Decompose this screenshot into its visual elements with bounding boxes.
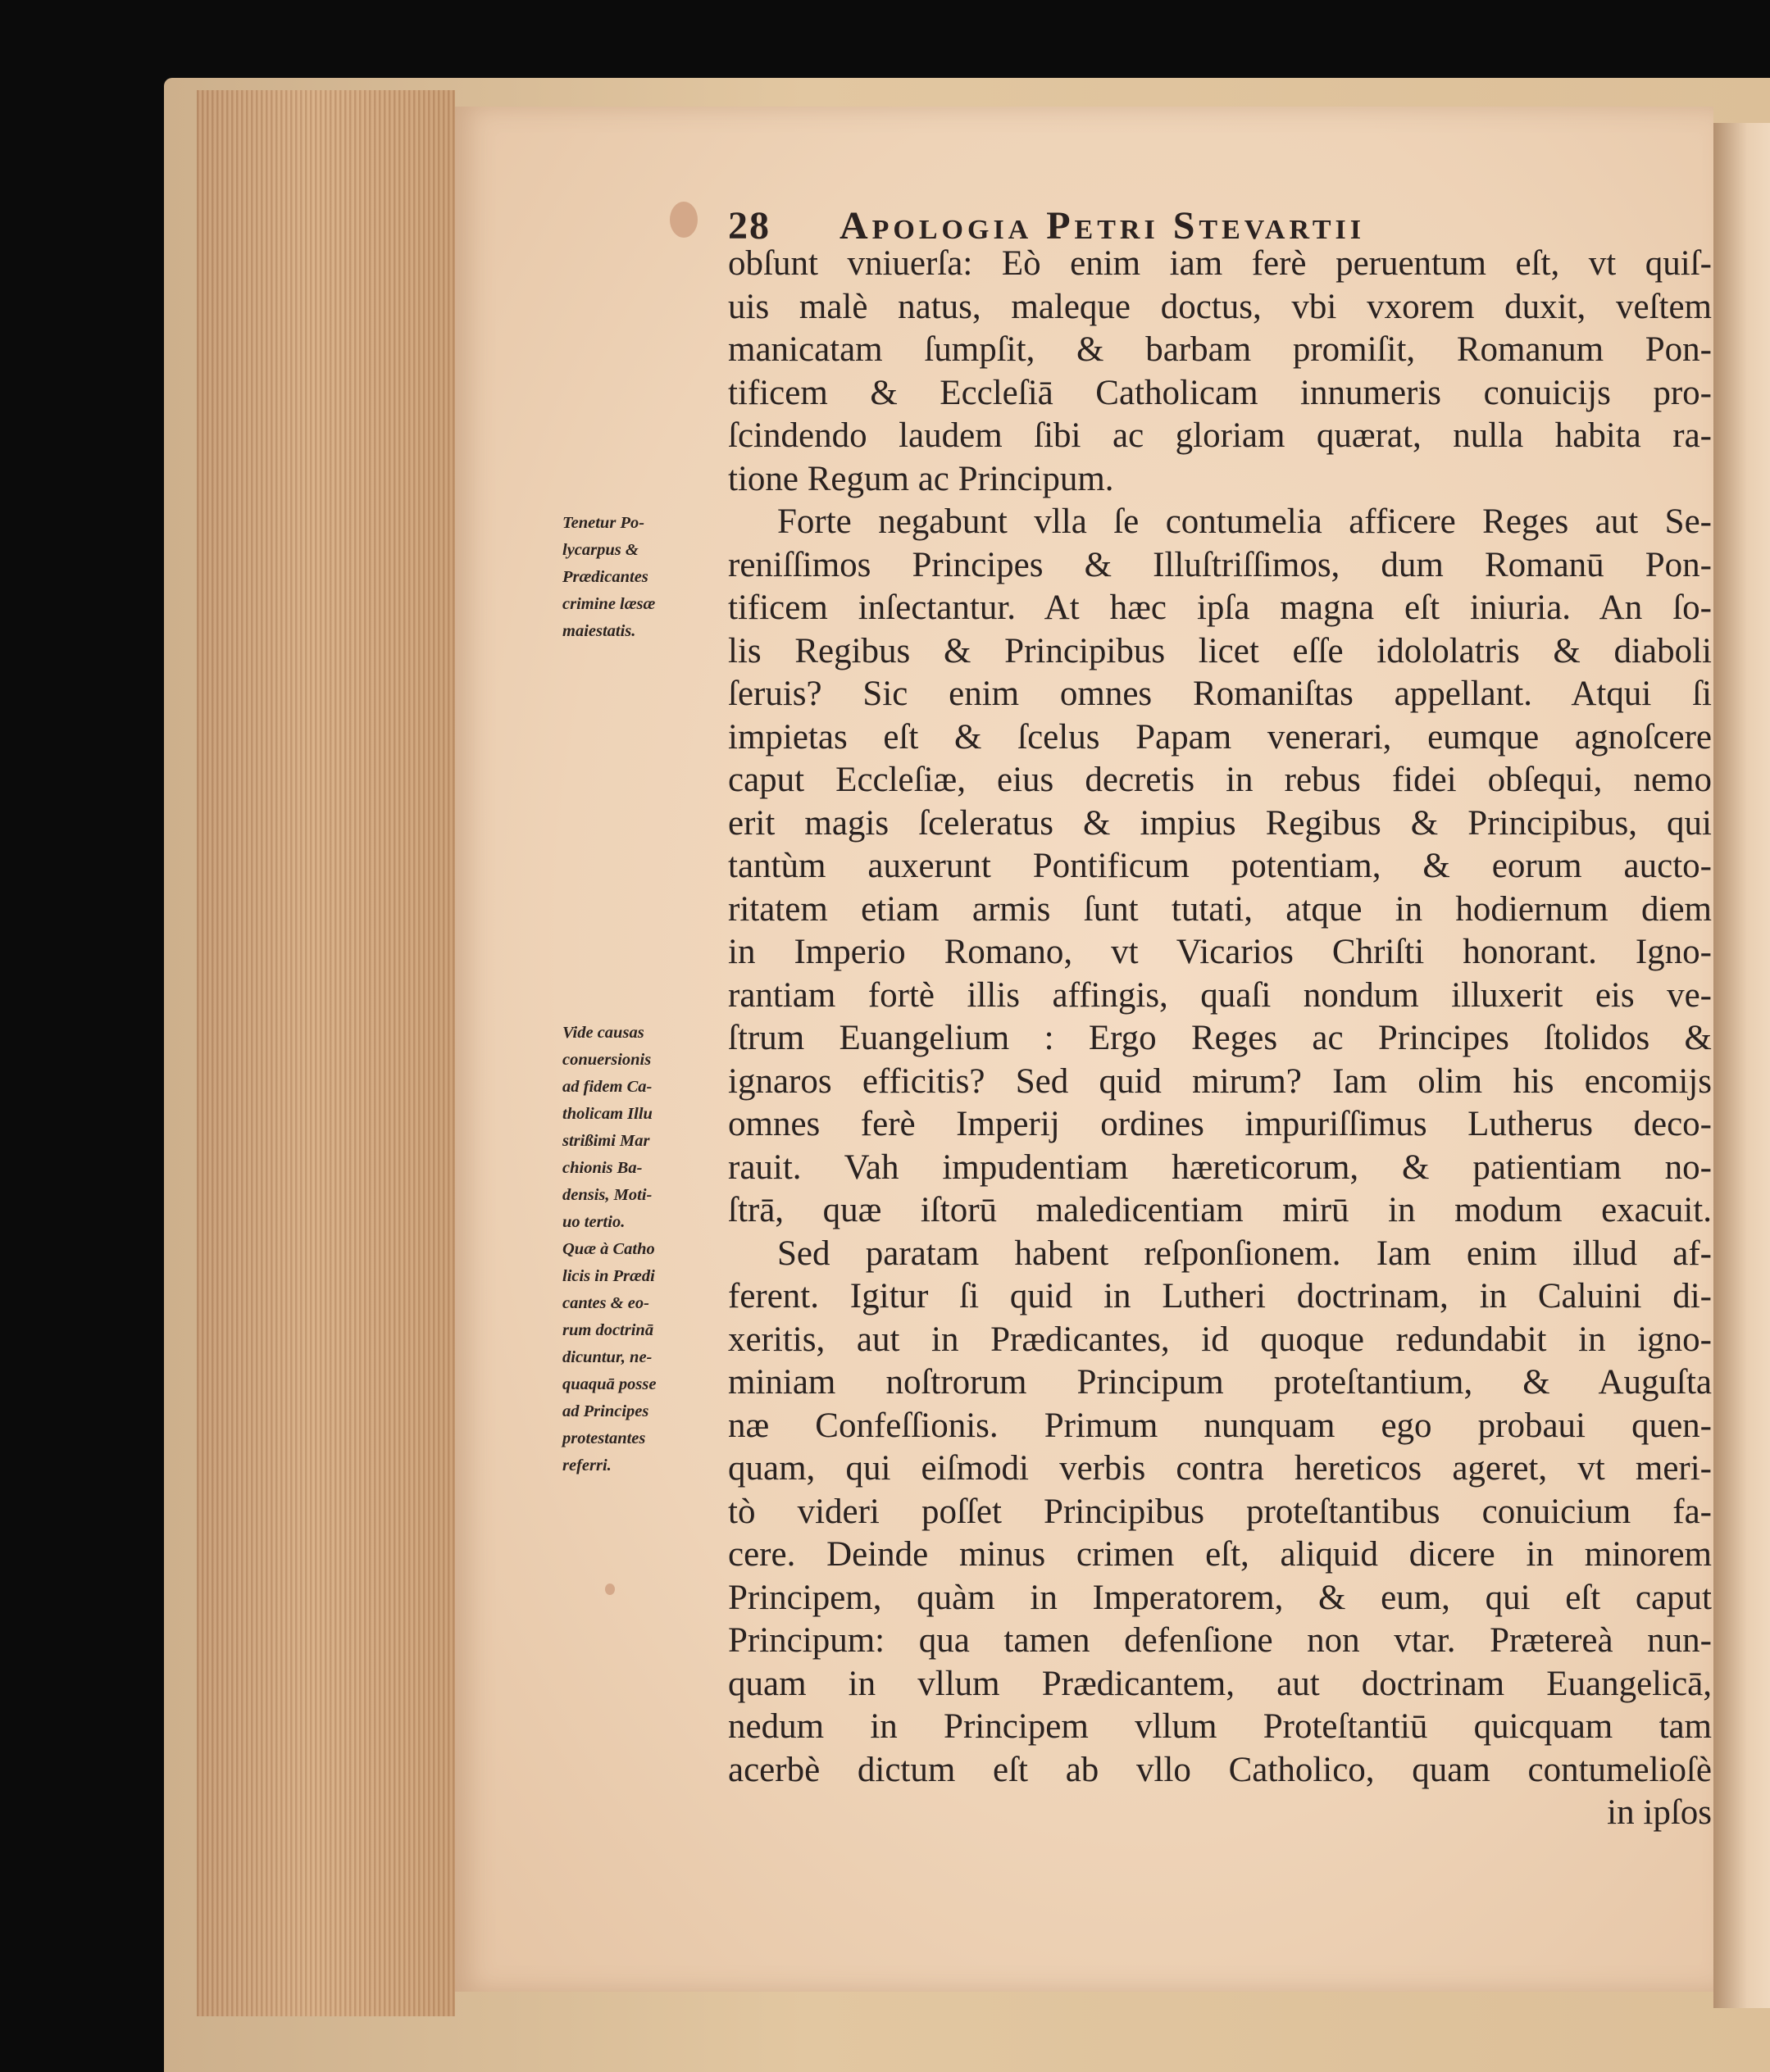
text-line: ſtrā, quæ iſtorū maledicentiam mirū in modum exacuit. bbox=[728, 1191, 1712, 1229]
text-line: omnes ferè Imperij ordines impuriſſimus Lutherus deco- bbox=[728, 1105, 1712, 1143]
text-line: Principum: qua tamen defenſione non vtar. Prætereà nun- bbox=[728, 1621, 1712, 1660]
margin-note-line: ad fidem Ca- bbox=[562, 1078, 653, 1096]
margin-note-line: cantes & eo- bbox=[562, 1294, 649, 1312]
margin-note-line: Tenetur Po- bbox=[562, 514, 645, 532]
margin-note-line: quaquā posse bbox=[562, 1375, 657, 1393]
margin-note-line: Prædicantes bbox=[562, 568, 648, 586]
page-stack-edge bbox=[197, 90, 455, 2016]
text-line: rauit. Vah impudentiam hæreticorum, & patientiam no- bbox=[728, 1147, 1712, 1187]
text-line: ritatem etiam armis ſunt tutati, atque in hodiernum diem bbox=[728, 889, 1712, 929]
text-line: tificem inſectantur. At hæc ipſa magna eſt iniuria. An ſo- bbox=[728, 588, 1712, 627]
text-line: quam, qui eiſmodi verbis contra hereticos ageret, vt meri- bbox=[728, 1449, 1712, 1488]
text-line: tò videri poſſet Principibus proteſtantibus conuicium fa- bbox=[728, 1492, 1712, 1531]
ink-stain bbox=[605, 1584, 615, 1595]
margin-note bbox=[562, 510, 715, 645]
margin-note-line: licis in Prædi bbox=[562, 1267, 655, 1285]
text-line: næ Confeſſionis. Primum nunquam ego probaui quen- bbox=[728, 1406, 1712, 1445]
text-line: ſcindendo laudem ſibi ac gloriam quærat, nulla habita ra- bbox=[728, 416, 1712, 455]
margin-note-line: maiestatis. bbox=[562, 622, 636, 640]
facing-page-edge bbox=[1713, 123, 1770, 2008]
text-line: Principem, quàm in Imperatorem, & eum, qui eſt caput bbox=[728, 1578, 1712, 1617]
text-line: tione Regum ac Principum. bbox=[728, 459, 1114, 498]
margin-note-line: densis, Moti- bbox=[562, 1186, 653, 1204]
text-line: ſeruis? Sic enim omnes Romaniſtas appellant. Atqui ſi bbox=[728, 675, 1712, 713]
catchword: in ipſos bbox=[1607, 1793, 1712, 1832]
text-line: ferent. Igitur ſi quid in Lutheri doctrinam, in Caluini di- bbox=[728, 1277, 1712, 1315]
text-line: cere. Deinde minus crimen eſt, aliquid dicere in minorem bbox=[728, 1535, 1712, 1574]
margin-note-line: strißimi Mar bbox=[562, 1132, 650, 1150]
text-line: manicatam ſumpſit, & barbam promiſit, Romanum Pon- bbox=[728, 330, 1712, 369]
page-number: 28 bbox=[728, 204, 771, 248]
text-line: rantiam fortè illis affingis, quaſi nondum illuxerit eis ve- bbox=[728, 975, 1712, 1015]
text-line: acerbè dictum eſt ab vllo Catholico, quam contumelioſè bbox=[728, 1750, 1712, 1789]
body-text bbox=[728, 243, 1712, 1835]
margin-note-line: dicuntur, ne- bbox=[562, 1348, 653, 1366]
text-line: xeritis, aut in Prædicantes, id quoque redundabit in igno- bbox=[728, 1320, 1712, 1359]
text-line: nedum in Principem vllum Proteſtantiū quicquam tam bbox=[728, 1707, 1712, 1746]
text-line: tantùm auxerunt Pontificum potentiam, & eorum aucto- bbox=[728, 847, 1712, 885]
margin-note-line: crimine læsæ bbox=[562, 595, 656, 613]
text-line: obſunt vniuerſa: Eò enim iam ferè peruentum eſt, vt quiſ- bbox=[728, 244, 1712, 283]
text-line: lis Regibus & Principibus licet eſſe idololatris & diaboli bbox=[728, 631, 1712, 670]
margin-note bbox=[562, 1020, 715, 1479]
text-line: uis malè natus, maleque doctus, vbi vxorem duxit, veſtem bbox=[728, 287, 1712, 326]
text-line: ignaros efficitis? Sed quid mirum? Iam olim his encomijs bbox=[728, 1061, 1712, 1101]
text-line: miniam noſtrorum Principum proteſtantium, & Auguſta bbox=[728, 1363, 1712, 1402]
margin-note-line: ad Principes bbox=[562, 1402, 649, 1420]
text-line: Sed paratam habent reſponſionem. Iam enim illud af- bbox=[777, 1234, 1712, 1273]
margin-note-line: chionis Ba- bbox=[562, 1159, 643, 1177]
margin-note-line: referri. bbox=[562, 1456, 612, 1474]
ink-stain bbox=[670, 202, 698, 238]
text-line: Forte negabunt vlla ſe contumelia afficere Reges aut Se- bbox=[777, 502, 1712, 541]
margin-note-line: protestantes bbox=[562, 1429, 646, 1447]
text-line: caput Eccleſiæ, eius decretis in rebus fidei obſequi, nemo bbox=[728, 761, 1712, 799]
text-line: reniſſimos Principes & Illuſtriſſimos, dum Romanū Pon- bbox=[728, 545, 1712, 584]
margin-note-line: tholicam Illu bbox=[562, 1105, 653, 1123]
text-line: in Imperio Romano, vt Vicarios Chriſti honorant. Igno- bbox=[728, 933, 1712, 971]
margin-note-line: lycarpus & bbox=[562, 541, 639, 559]
text-line: erit magis ſceleratus & impius Regibus & Principibus, qui bbox=[728, 803, 1712, 843]
text-line: tificem & Eccleſiā Catholicam innumeris conuicijs pro- bbox=[728, 373, 1712, 412]
margin-note-line: uo tertio. bbox=[562, 1213, 626, 1231]
margin-note-line: Quæ à Catho bbox=[562, 1240, 655, 1258]
margin-note-line: conuersionis bbox=[562, 1051, 652, 1069]
margin-note-line: Vide causas bbox=[562, 1024, 644, 1042]
text-line: quam in vllum Prædicantem, aut doctrinam Euangelicā, bbox=[728, 1664, 1712, 1703]
text-line: impietas eſt & ſcelus Papam venerari, eumque agnoſcere bbox=[728, 717, 1712, 757]
margin-note-line: rum doctrinā bbox=[562, 1321, 654, 1339]
text-line: ſtrum Euangelium : Ergo Reges ac Principes ſtolidos & bbox=[728, 1019, 1712, 1057]
running-head-title: Apologia Petri Stevartii bbox=[839, 204, 1365, 248]
